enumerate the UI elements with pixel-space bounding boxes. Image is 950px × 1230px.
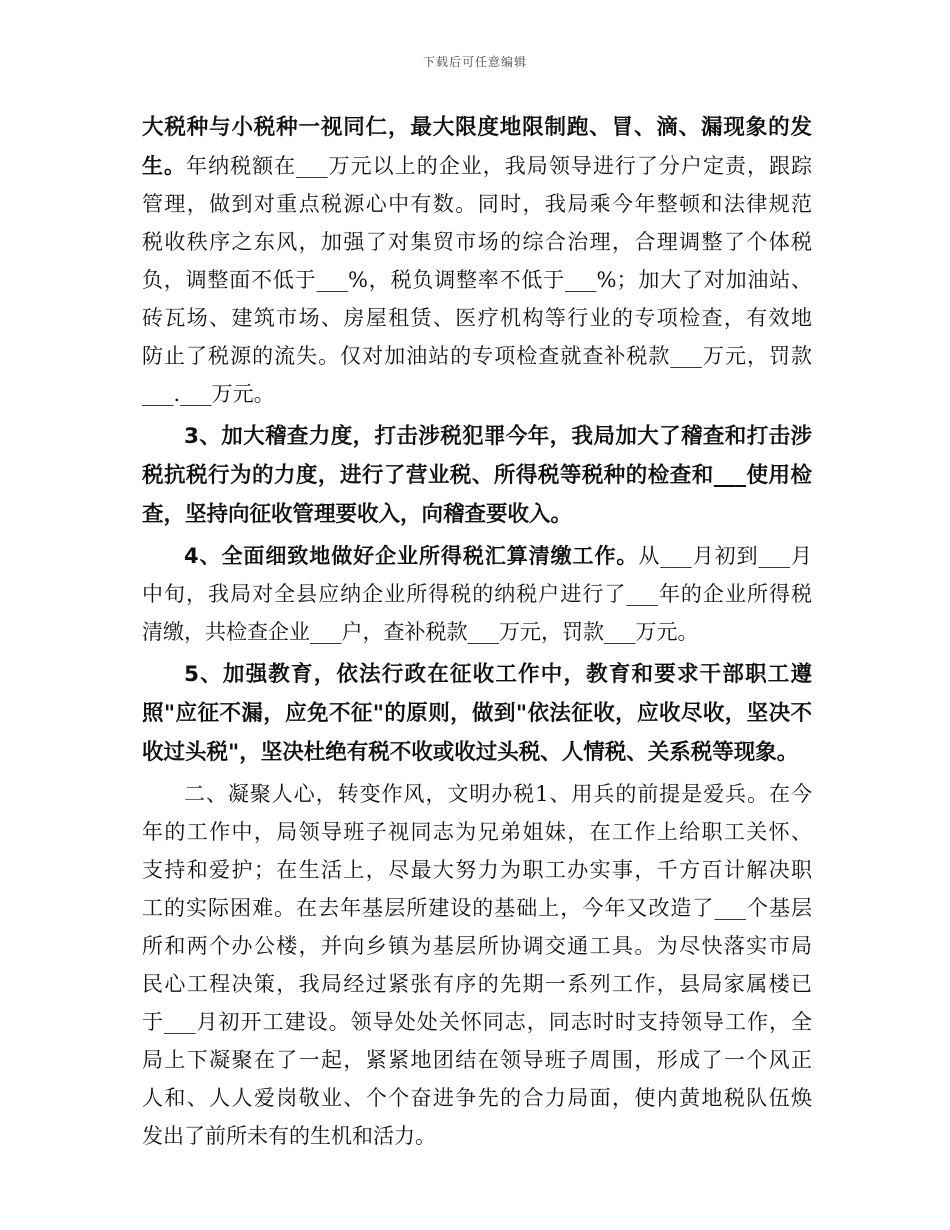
document-body: [142, 108, 812, 1155]
text-line: 3、加大稽查力度，打击涉税犯罪今年，我局加大了稽查和打击涉: [184, 424, 812, 449]
text-line: 收过头税"，坚决杜绝有税不收或收过头税、人情税、关系税等现象。: [142, 740, 799, 765]
text-line: 照"应征不漏，应免不征"的原则，做到"依法征收，应收尽收，坚决不: [142, 701, 812, 726]
text-line: 所和两个办公楼，并向乡镇为基层所协调交通工具。为尽快落实市局: [142, 934, 812, 958]
text-line: 清缴，共检查企业___户，查补税款___万元，罚款___万元。: [142, 620, 699, 644]
paragraph-4: [142, 655, 812, 772]
text-line: 管理，做到对重点税源心中有数。同时，我局乘今年整顿和法律规范: [142, 192, 812, 216]
bold-fragment: 生。: [142, 154, 187, 178]
text-line: 5、加强教育，依法行政在征收工作中，教育和要求干部职工遵: [184, 662, 812, 687]
text-line: 查，坚持向征收管理要收入，向稽查要收入。: [142, 502, 573, 527]
paragraph-1: [142, 108, 812, 413]
text-line: 人和、人人爱岗敬业、个个奋进争先的合力局面，使内黄地税队伍焕: [142, 1086, 812, 1110]
text-fragment: 从___月初到___月: [638, 544, 812, 568]
text-line: ___.___万元。: [142, 382, 275, 406]
text-line: 工的实际困难。在去年基层所建设的基础上，今年又改造了___个基层: [142, 896, 812, 920]
text-line: 税收秩序之东风，加强了对集贸市场的综合治理，合理调整了个体税: [142, 230, 812, 254]
text-line: 中旬，我局对全县应纳企业所得税的纳税户进行了___年的企业所得税: [142, 582, 812, 606]
text-line: [142, 537, 812, 575]
text-line: 于___月初开工建设。领导处处关怀同志，同志时时支持领导工作，全: [142, 1010, 812, 1034]
paragraph-3: [142, 537, 812, 651]
text-line: 支持和爱护；在生活上，尽最大努力为职工办实事，千方百计解决职: [142, 858, 812, 882]
text-line: 年的工作中，局领导班子视同志为兄弟姐妹，在工作上给职工关怀、: [142, 820, 812, 844]
text-line: 民心工程决策，我局经过紧张有序的先期一系列工作，县局家属楼已: [142, 972, 812, 996]
text-fragment: 年纳税额在___万元以上的企业，我局领导进行了分户定责，跟踪: [186, 154, 812, 178]
text-line: 防止了税源的流失。仅对加油站的专项检查就查补税款___万元，罚款: [142, 344, 812, 368]
text-line: 负，调整面不低于___%，税负调整率不低于___%；加大了对加油站、: [142, 268, 812, 292]
text-line: 税抗税行为的力度，进行了营业税、所得税等税种的检查和___使用检: [142, 463, 812, 488]
text-line: 二、凝聚人心，转变作风，文明办税1、用兵的前提是爱兵。在今: [184, 782, 812, 806]
text-line: 大税种与小税种一视同仁，最大限度地限制跑、冒、滴、漏现象的发: [142, 115, 812, 140]
page-header-note: 下载后可任意编辑: [422, 55, 527, 69]
bold-fragment: 4、全面细致地做好企业所得税汇算清缴工作。: [184, 544, 639, 568]
paragraph-5: [142, 775, 812, 1155]
paragraph-2: [142, 417, 812, 534]
text-line: 局上下凝聚在了一起，紧紧地团结在领导班子周围，形成了一个风正: [142, 1048, 812, 1072]
text-line: [142, 147, 812, 185]
text-line: 砖瓦场、建筑市场、房屋租赁、医疗机构等行业的专项检查，有效地: [142, 306, 812, 330]
text-line: 发出了前所未有的生机和活力。: [142, 1124, 436, 1148]
